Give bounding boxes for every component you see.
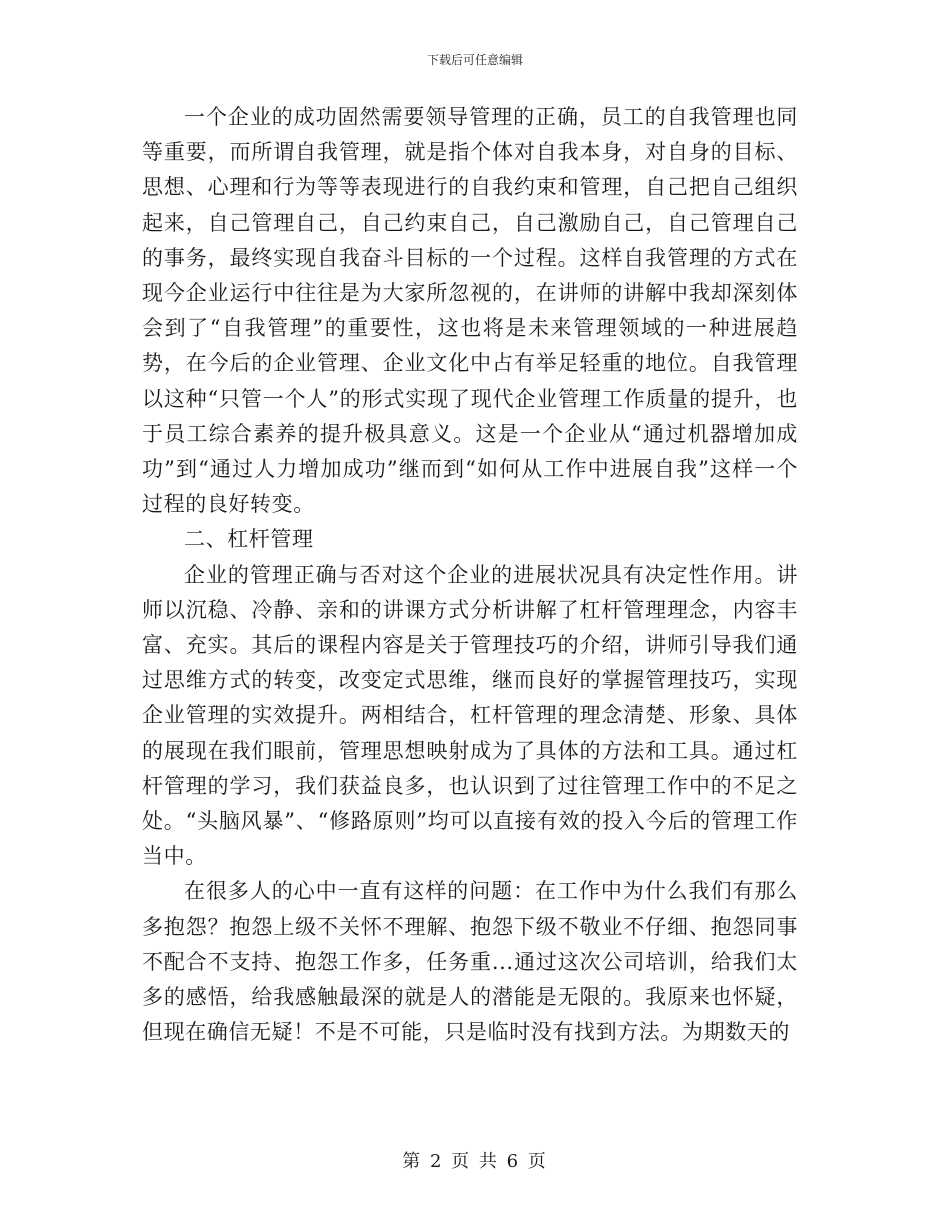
- section-heading-lever-management: 二、杠杆管理: [184, 527, 314, 552]
- document-body: [142, 100, 798, 1050]
- page-number: 第 2 页 共 6 页: [402, 1151, 548, 1172]
- page-header: 下载后可任意编辑: [426, 53, 523, 67]
- paragraph-complaints: 在很多人的心中一直有这样的问题：在工作中为什么我们有那么多抱怨？抱怨上级不关怀不理解、抱怨下级不敬业不仔细、抱怨同事不配合不支持、抱怨工作多，任务重...通过这次公司培训，给我们太多的感悟，给我感触最深的就是人的潜能是无限的。我原来也怀疑，但现在确信无疑！不是不可能，只是临时没有找到方法。为期数天的: [142, 879, 798, 1045]
- paragraph-lever-management: 企业的管理正确与否对这个企业的进展状况具有决定性作用。讲师以沉稳、冷静、亲和的讲课方式分析讲解了杠杆管理理念，内容丰富、充实。其后的课程内容是关于管理技巧的介绍，讲师引导我们通过思维方式的转变，改变定式思维，继而良好的掌握管理技巧，实现企业管理的实效提升。两相结合，杠杆管理的理念清楚、形象、具体的展现在我们眼前，管理思想映射成为了具体的方法和工具。通过杠杆管理的学习，我们获益良多，也认识到了过往管理工作中的不足之处。“头脑风暴”、“修路原则”均可以直接有效的投入今后的管理工作当中。: [142, 562, 798, 869]
- paragraph-self-management: 一个企业的成功固然需要领导管理的正确，员工的自我管理也同等重要，而所谓自我管理，就是指个体对自我本身，对自身的目标、思想、心理和行为等等表现进行的自我约束和管理，自己把自己组织起来，自己管理自己，自己约束自己，自己激励自己，自己管理自己的事务，最终实现自我奋斗目标的一个过程。这样自我管理的方式在现今企业运行中往往是为大家所忽视的，在讲师的讲解中我却深刻体会到了“自我管理”的重要性，这也将是未来管理领域的一种进展趋势，在今后的企业管理、企业文化中占有举足轻重的地位。自我管理以这种“只管一个人”的形式实现了现代企业管理工作质量的提升，也于员工综合素养的提升极具意义。这是一个企业从“通过机器增加成功”到“通过人力增加成功”继而到“如何从工作中进展自我”这样一个过程的良好转变。: [142, 105, 798, 517]
